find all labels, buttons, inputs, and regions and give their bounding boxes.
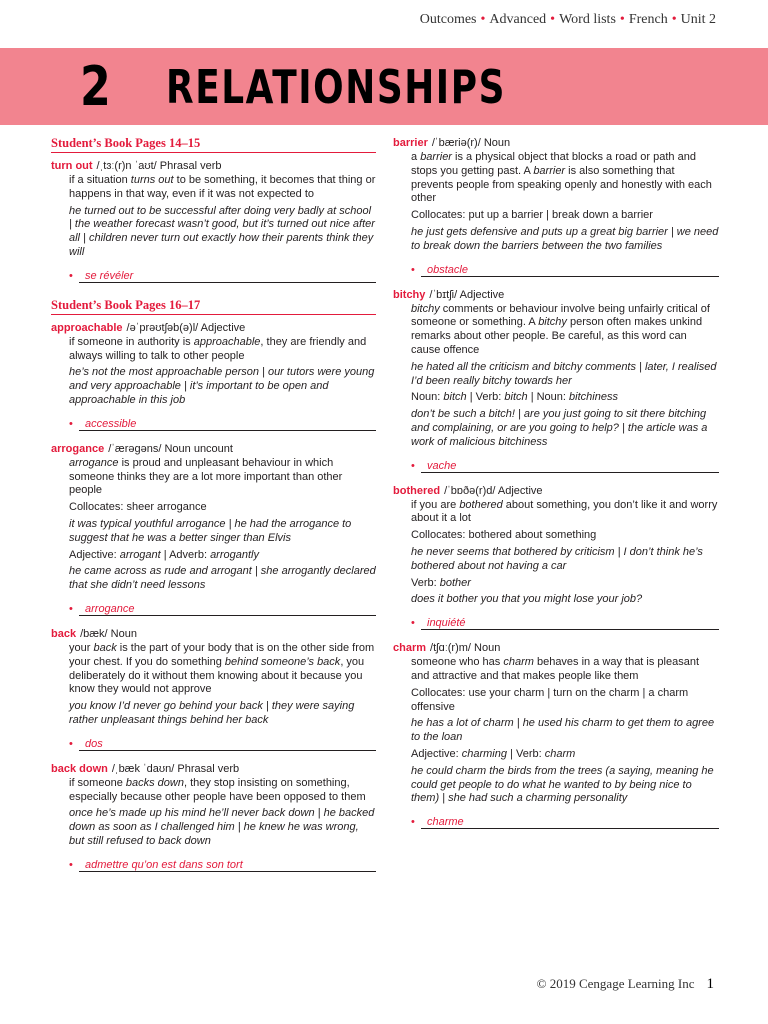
bullet-icon: • [411,459,415,472]
translation-field[interactable] [393,264,719,278]
definition: if someone in authority is approachable, they are friendly and always willing to talk to other people [69,335,367,362]
answer-line [79,430,376,431]
part-of-speech: Phrasal verb [159,160,222,172]
example: he just gets defensive and puts up a great big barrier | we need to break down the barriers between the two families [411,225,719,252]
entry-back-down [51,762,376,873]
answer-line [421,276,719,277]
bullet-separator-icon: • [671,12,677,27]
entry-turn-out [51,159,376,284]
top-navigation [420,12,716,28]
unit-title: RELATIONSHIPS [166,60,506,114]
definition: if you are bothered about something, you don’t like it and worry about it a lot [411,498,718,525]
bullet-separator-icon: • [619,12,625,27]
word-forms: Adjective: charming | Verb: charm [411,747,576,760]
headword: approachable [51,321,123,334]
left-column [51,136,376,883]
headword: arrogance [51,442,105,455]
entry-back [51,627,376,752]
definition: bitchy comments or behaviour involve being unfairly critical of someone or something. A bitchy person often makes unkind remarks about other people. Be careful, as this word can cause offence [411,302,710,356]
bullet-icon: • [69,269,73,282]
bullet-separator-icon: • [550,12,556,27]
example: he never seems that bothered by criticism | I don’t think he’s bothered about not having a car [411,545,703,572]
example: he hated all the criticism and bitchy comments | later, I realised I’d been really bitchy towards her [411,360,717,387]
pronunciation: /ˌtɜː(r)n ˈaʊt/ [96,160,157,172]
translation-field[interactable] [51,418,376,432]
example: don’t be such a bitch! | are you just going to sit there bitching and complaining, or are you going to help? | the article was a work of malicious bitchiness [411,408,708,448]
entry-approachable [51,321,376,432]
word-forms: Noun: bitch | Verb: bitch | Noun: bitchiness [411,391,618,404]
translation: accessible [85,417,137,430]
part-of-speech: Adjective [459,288,505,301]
translation-field[interactable] [51,859,376,873]
bullet-icon: • [69,602,73,615]
nav-item-outcomes[interactable]: Outcomes [419,12,477,27]
word-forms: Verb: bother [411,576,471,589]
bullet-separator-icon: • [480,12,486,27]
unit-banner [0,48,768,125]
translation: arrogance [85,602,135,615]
pronunciation: /ˌbæk ˈdaʊn/ [111,762,175,775]
nav-item-level[interactable]: Advanced [489,12,547,27]
headword: barrier [393,137,428,149]
page-number: 1 [706,976,714,992]
translation: vache [427,459,457,472]
headword: bitchy [393,288,426,301]
unit-number: 2 [80,55,111,118]
collocates: Collocates: bothered about something [411,529,597,542]
translation: admettre qu’on est dans son tort [85,858,243,871]
answer-line [421,629,719,630]
part-of-speech: Noun uncount [164,442,233,455]
word-forms: Adjective: arrogant | Adverb: arrogantly [69,548,259,561]
answer-line [79,282,376,283]
translation: inquiété [427,617,466,630]
section-heading: Student’s Book Pages 16–17 [51,298,376,315]
translation-field[interactable] [393,460,719,474]
example: he’s not the most approachable person | our tutors were young and very approachable | it’s important to be open and approachable in this job [69,366,375,406]
pronunciation: /əˈprəʊtʃəb(ə)l/ [126,321,199,334]
answer-line [421,828,719,829]
headword: turn out [51,160,93,172]
example: you know I’d never go behind your back | they were saying rather unpleasant things behind her back [69,700,355,726]
page-footer [537,976,714,993]
right-column [393,136,719,840]
bullet-icon: • [411,617,415,630]
answer-line [79,750,376,751]
nav-item-language[interactable]: French [628,12,668,27]
bullet-icon: • [69,417,73,430]
answer-line [79,871,376,872]
headword: back down [51,762,108,775]
pronunciation: /ˈbæriə(r)/ [431,137,481,149]
example: he turned out to be successful after doing very badly at school | the weather forecast wasn’t good, but it’s turned out nice after all | children never turn out exactly how their parents think they will [69,204,375,258]
collocates: Collocates: sheer arrogance [69,501,207,514]
answer-line [79,615,376,616]
entry-barrier [393,136,719,278]
part-of-speech: Phrasal verb [177,762,240,775]
definition: someone who has charm behaves in a way that is pleasant and attractive and that makes people like them [411,656,700,682]
example: he came across as rude and arrogant | she arrogantly declared that she didn’t need lessons [69,565,376,592]
translation-field[interactable] [393,617,719,631]
example: he could charm the birds from the trees (a saying, meaning he could get people to do what he wanted to by being nice to them) | she had such a charming personality [411,764,714,805]
definition: if a situation turns out to be something, it becomes that thing or happens in that way, even if it was not expected to [69,174,376,200]
copyright: © 2019 Cengage Learning Inc [536,976,695,991]
translation: dos [85,737,103,750]
translation: obstacle [427,263,468,276]
entry-charm [393,641,719,830]
pronunciation: /ˈærəɡəns/ [108,442,162,455]
part-of-speech: Noun [474,642,501,655]
part-of-speech: Noun [483,137,511,149]
headword: bothered [393,484,441,497]
example: he has a lot of charm | he used his charm to get them to agree to the loan [411,717,715,744]
translation-field[interactable] [51,738,376,752]
example: does it bother you that you might lose your job? [411,593,643,606]
example: once he’s made up his mind he’ll never back down | he backed down as soon as I challenged him | he knew he was wrong, but still refused to back down [69,807,375,847]
part-of-speech: Adjective [497,484,543,497]
nav-item-unit[interactable]: Unit 2 [680,12,716,27]
section-heading: Student’s Book Pages 14–15 [51,136,376,153]
answer-line [421,472,719,473]
pronunciation: /ˈbɒðə(r)d/ [444,484,496,497]
bullet-icon: • [69,858,73,871]
pronunciation: /tʃɑː(r)m/ [430,642,471,655]
headword: back [51,627,77,640]
entry-bitchy [393,288,719,474]
definition: if someone backs down, they stop insisting on something, especially because other people have been opposed to them [69,776,366,803]
definition: your back is the part of your body that is on the other side from your chest. If you do something behind someone’s back, you deliberately do it without them knowing about it because you know they would not approve [69,641,375,696]
translation: charme [427,816,464,829]
example: it was typical youthful arrogance | he had the arrogance to suggest that he was a better singer than Elvis [69,517,352,544]
translation-field[interactable] [51,603,376,617]
nav-item-word-lists[interactable]: Word lists [559,12,616,27]
part-of-speech: Adjective [200,321,246,334]
collocates: Collocates: use your charm | turn on the charm | a charm offensive [411,686,689,713]
headword: charm [393,642,427,655]
entry-arrogance [51,442,376,617]
pronunciation: /ˈbɪtʃi/ [429,288,458,301]
definition: a barrier is a physical object that blocks a road or path and stops you getting past. A barrier is also something that prevents people from speaking openly and honestly with each other [411,151,712,205]
pronunciation: /bæk/ [80,627,108,640]
bullet-icon: • [411,816,415,829]
translation: se révéler [85,269,134,282]
bullet-icon: • [69,737,73,750]
entry-bothered [393,484,719,632]
translation-field[interactable] [393,816,719,830]
part-of-speech: Noun [110,627,137,640]
translation-field[interactable] [51,270,376,284]
definition: arrogance is proud and unpleasant behaviour in which someone thinks they are a lot more important than other people [69,456,343,497]
collocates: Collocates: put up a barrier | break down a barrier [411,209,653,222]
bullet-icon: • [411,263,415,276]
